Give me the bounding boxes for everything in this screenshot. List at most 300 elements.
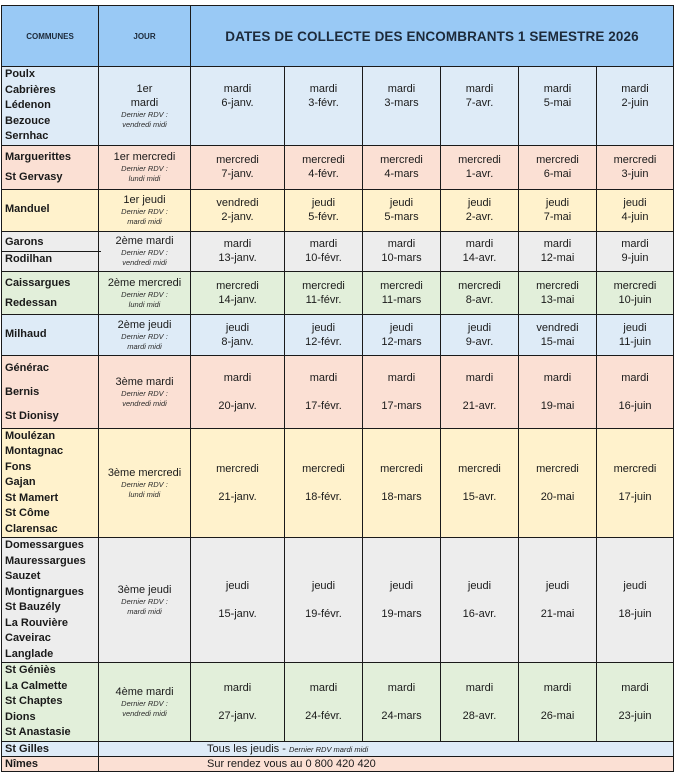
weekday: jeudi — [623, 197, 647, 209]
schedule-text: Sur rendez vous au 0 800 420 420 — [207, 757, 376, 770]
weekday: mardi — [465, 681, 494, 694]
collection-date-cell — [363, 314, 441, 355]
commune-name: St Dionisy — [5, 409, 59, 422]
weekday: mardi — [387, 371, 416, 384]
commune-name: Générac — [5, 361, 50, 374]
commune-name: Fons — [5, 460, 32, 473]
weekday: mardi — [543, 681, 572, 694]
weekday: mercredi — [216, 279, 259, 292]
collection-date-cell — [441, 314, 519, 355]
spacer — [441, 385, 518, 399]
collection-date-cell — [597, 145, 674, 189]
collection-date-cell — [285, 663, 363, 742]
weekday: jeudi — [311, 580, 336, 592]
spacer — [285, 385, 362, 399]
date: 4-juin — [621, 211, 649, 223]
date: 2-avr. — [465, 211, 494, 223]
collection-date-cell — [285, 271, 363, 314]
date: 26-mai — [540, 709, 575, 722]
collection-date-cell — [441, 428, 519, 538]
commune-name: Langlade — [5, 647, 54, 660]
date: 21-avr. — [462, 399, 497, 412]
weekday: mardi — [387, 83, 416, 95]
last-appointment-note: Dernier RDV mardi midi — [288, 744, 369, 754]
jour-cell — [99, 231, 191, 271]
date: 15-janv. — [218, 608, 257, 620]
weekday: mardi — [465, 371, 494, 384]
weekday: mercredi — [613, 462, 657, 475]
spacer — [363, 695, 440, 709]
date: 17-mars — [381, 399, 422, 412]
weekday: mercredi — [458, 462, 501, 475]
date: 4-févr. — [308, 168, 339, 180]
last-appointment-note: Dernier RDV : — [121, 109, 168, 119]
weekday: mercredi — [380, 462, 423, 475]
schedule-text: Tous les jeudis - — [207, 742, 289, 755]
commune-name: St Bauzély — [5, 601, 61, 613]
weekday: vendredi — [216, 197, 259, 209]
commune-name: Clarensac — [5, 522, 58, 535]
collection-date-cell — [519, 663, 597, 742]
collection-date-cell — [363, 189, 441, 231]
jour-label: 2ème mercredi — [107, 276, 182, 289]
date: 6-janv. — [221, 97, 254, 109]
weekday: mercredi — [216, 462, 259, 475]
jour-cell — [99, 538, 191, 663]
collection-date-cell — [363, 271, 441, 314]
commune-name: Bezouce — [5, 114, 51, 127]
spacer — [363, 385, 440, 399]
date: 7-mai — [543, 211, 572, 223]
spacer — [191, 385, 284, 399]
date: 16-avr. — [462, 608, 497, 620]
weekday: mercredi — [302, 154, 345, 166]
table-title: DATES DE COLLECTE DES ENCOMBRANTS 1 SEMESTRE 2026 — [191, 6, 674, 67]
date: 21-janv. — [218, 490, 257, 503]
date: 8-janv. — [221, 335, 254, 348]
weekday: mercredi — [613, 279, 657, 292]
commune-name: Lédenon — [5, 99, 51, 111]
collection-date-cell — [285, 428, 363, 538]
collection-date-cell — [363, 355, 441, 428]
jour-label-line2: mardi — [130, 96, 159, 109]
date: 27-janv. — [218, 709, 257, 722]
collection-date-cell — [519, 271, 597, 314]
collection-date-cell — [519, 355, 597, 428]
collection-date-cell — [519, 67, 597, 146]
last-appointment-note: Dernier RDV : — [121, 698, 168, 708]
date: 17-févr. — [305, 399, 342, 412]
date: 12-févr. — [305, 335, 342, 348]
date: 15-mai — [540, 335, 575, 348]
spacer — [285, 476, 362, 490]
commune-name: La Calmette — [5, 679, 68, 692]
weekday: mercredi — [380, 154, 423, 166]
collection-date-cell — [285, 231, 363, 271]
commune-name: St Côme — [5, 507, 50, 519]
weekday: vendredi — [536, 321, 579, 334]
weekday: mercredi — [536, 154, 579, 166]
weekday: mercredi — [302, 462, 345, 475]
collection-date-cell — [597, 67, 674, 146]
date: 23-juin — [618, 709, 652, 722]
collection-date-cell — [363, 145, 441, 189]
schedule-row — [2, 538, 674, 663]
collection-date-cell — [191, 355, 285, 428]
communes-cell — [2, 67, 99, 146]
jour-label: 3ème mercredi — [107, 466, 182, 479]
commune-name: Domessargues — [5, 539, 84, 551]
commune-name: Dions — [5, 710, 36, 723]
weekday: mercredi — [380, 279, 423, 292]
weekday: jeudi — [623, 321, 647, 334]
collection-date-cell — [519, 231, 597, 271]
spacer — [519, 593, 596, 607]
weekday: mercredi — [536, 279, 579, 292]
commune-name: Poulx — [5, 68, 35, 80]
collection-date-cell — [191, 67, 285, 146]
weekday: mardi — [223, 238, 252, 250]
collection-date-cell — [363, 538, 441, 663]
last-appointment-note: Dernier RDV : — [121, 597, 168, 606]
spacer — [191, 695, 284, 709]
last-appointment-note: lundi midi — [128, 174, 161, 183]
commune-name: St Géniès — [5, 664, 56, 676]
date: 3-mars — [384, 97, 419, 109]
collection-date-cell — [363, 663, 441, 742]
header-row — [2, 6, 674, 67]
commune-name: Nîmes — [2, 756, 99, 771]
date: 3-juin — [621, 168, 649, 180]
collection-date-cell — [191, 271, 285, 314]
communes-cell — [2, 189, 99, 231]
collection-date-cell — [597, 231, 674, 271]
date: 28-avr. — [462, 709, 497, 722]
spacer — [191, 593, 284, 607]
weekday: mardi — [309, 83, 338, 95]
schedule-row — [2, 663, 674, 742]
commune-name: Montignargues — [5, 585, 84, 598]
jour-label: 2ème jeudi — [117, 318, 172, 331]
date: 11-juin — [618, 335, 652, 348]
special-row — [2, 741, 674, 756]
last-appointment-note: Dernier RDV : — [121, 248, 168, 257]
commune-name: Caissargues — [5, 276, 71, 289]
commune-name: St Gilles — [2, 741, 99, 756]
collection-date-cell — [597, 663, 674, 742]
collection-date-cell — [191, 314, 285, 355]
date: 19-mai — [540, 399, 575, 412]
last-appointment-note: vendredi midi — [122, 398, 167, 408]
commune-name: Manduel — [5, 203, 50, 216]
weekday: jeudi — [623, 580, 647, 592]
commune-name: St Anastasie — [5, 726, 71, 738]
date: 6-mai — [543, 168, 572, 180]
collection-date-cell — [597, 538, 674, 663]
collection-date-cell — [441, 231, 519, 271]
weekday: jeudi — [467, 580, 492, 592]
schedule-row — [2, 231, 674, 271]
schedule-row — [2, 428, 674, 538]
collection-date-cell — [519, 538, 597, 663]
communes-cell — [2, 355, 99, 428]
communes-cell — [2, 271, 99, 314]
date: 21-mai — [540, 608, 575, 620]
weekday: mardi — [465, 238, 494, 250]
weekday: jeudi — [311, 197, 336, 209]
last-appointment-note: vendredi midi — [122, 258, 167, 267]
collection-date-cell — [191, 428, 285, 538]
date: 7-avr. — [465, 97, 494, 109]
weekday: mercredi — [302, 279, 345, 292]
last-appointment-note: lundi midi — [128, 299, 161, 309]
communes-cell — [2, 538, 99, 663]
collection-date-cell — [519, 314, 597, 355]
spacer — [441, 695, 518, 709]
weekday: mardi — [223, 371, 252, 384]
weekday: mercredi — [458, 154, 501, 166]
date: 16-juin — [618, 399, 652, 412]
commune-name: La Rouvière — [5, 616, 68, 629]
spacer — [285, 593, 362, 607]
date: 4-mars — [384, 168, 419, 180]
date: 18-juin — [618, 608, 652, 620]
collection-date-cell — [519, 145, 597, 189]
date: 10-mars — [381, 252, 422, 264]
spacer — [363, 593, 440, 607]
date: 19-févr. — [305, 608, 342, 620]
last-appointment-note: Dernier RDV : — [121, 331, 168, 341]
weekday: jeudi — [545, 580, 570, 592]
communes-cell — [2, 145, 99, 189]
collection-date-cell — [191, 538, 285, 663]
commune-name: Rodilhan — [2, 251, 101, 268]
last-appointment-note: Dernier RDV : — [121, 479, 168, 489]
collection-date-cell — [441, 538, 519, 663]
date: 2-juin — [621, 97, 649, 109]
commune-name: St Mamert — [5, 491, 59, 504]
last-appointment-note: mardi midi — [127, 217, 162, 226]
date: 20-mai — [540, 490, 575, 503]
commune-name: Cabrières — [5, 83, 56, 96]
special-row — [2, 756, 674, 771]
weekday: mardi — [543, 83, 572, 95]
date: 12-mai — [540, 252, 575, 264]
collection-date-cell — [191, 189, 285, 231]
collection-date-cell — [191, 231, 285, 271]
collection-date-cell — [597, 428, 674, 538]
weekday: mardi — [223, 681, 252, 694]
collection-date-cell — [441, 189, 519, 231]
weekday: mardi — [621, 371, 649, 384]
date: 2-janv. — [221, 211, 254, 223]
collection-date-cell — [441, 663, 519, 742]
jour-label: 4ème mardi — [115, 685, 174, 698]
weekday: mardi — [543, 371, 572, 384]
collection-date-cell — [285, 355, 363, 428]
jour-cell — [99, 67, 191, 146]
collection-date-cell — [597, 314, 674, 355]
weekday: mardi — [465, 83, 494, 95]
last-appointment-note: Dernier RDV : — [121, 388, 168, 398]
weekday: mardi — [309, 238, 338, 250]
collection-date-cell — [285, 189, 363, 231]
commune-name: Milhaud — [5, 327, 47, 340]
weekday: mardi — [309, 681, 338, 694]
date: 19-mars — [381, 608, 422, 620]
date: 1-avr. — [465, 168, 494, 180]
spacer — [597, 695, 673, 709]
collection-date-cell — [597, 189, 674, 231]
jour-label: 1er jeudi — [123, 194, 166, 206]
spacer — [441, 593, 518, 607]
date: 9-juin — [621, 252, 649, 264]
collection-date-cell — [441, 145, 519, 189]
collection-date-cell — [285, 67, 363, 146]
last-appointment-note: lundi midi — [128, 489, 161, 499]
last-appointment-note: mardi midi — [127, 607, 162, 616]
last-appointment-note: vendredi midi — [122, 708, 167, 718]
weekday: mardi — [621, 681, 649, 694]
spacer — [597, 476, 673, 490]
weekday: jeudi — [467, 197, 492, 209]
commune-name: Gajan — [5, 476, 36, 488]
jour-cell — [99, 145, 191, 189]
collection-schedule-table — [1, 5, 674, 772]
date: 20-janv. — [218, 399, 257, 412]
collection-date-cell — [441, 355, 519, 428]
jour-label: 3ème mardi — [115, 375, 174, 388]
date: 5-mars — [384, 211, 419, 223]
collection-date-cell — [597, 355, 674, 428]
collection-date-cell — [519, 189, 597, 231]
date: 14-janv. — [218, 293, 257, 306]
commune-name: St Chaptes — [5, 695, 63, 707]
commune-name: Caveirac — [5, 632, 51, 644]
weekday: mardi — [621, 238, 649, 250]
date: 24-mars — [381, 709, 422, 722]
date: 24-févr. — [305, 709, 342, 722]
spacer — [363, 476, 440, 490]
weekday: mardi — [387, 238, 416, 250]
collection-date-cell — [363, 67, 441, 146]
schedule-row — [2, 145, 674, 189]
date: 15-avr. — [462, 490, 497, 503]
jour-cell — [99, 428, 191, 538]
jour-label: 1er mercredi — [113, 151, 176, 163]
commune-name: Mauressargues — [5, 554, 86, 567]
spacer — [519, 476, 596, 490]
date: 11-mars — [381, 293, 422, 306]
commune-name: Moulézan — [5, 429, 56, 442]
jour-cell — [99, 314, 191, 355]
date: 11-févr. — [305, 293, 342, 306]
jour-header: JOUR — [99, 6, 191, 67]
weekday: mercredi — [613, 154, 657, 166]
date: 13-janv. — [218, 252, 257, 264]
jour-label: 2ème mardi — [115, 235, 174, 247]
spacer — [597, 385, 673, 399]
collection-date-cell — [363, 428, 441, 538]
jour-cell — [99, 355, 191, 428]
schedule-row — [2, 314, 674, 355]
collection-date-cell — [285, 314, 363, 355]
jour-cell — [99, 189, 191, 231]
weekday: mardi — [387, 681, 416, 694]
date: 12-mars — [381, 335, 422, 348]
weekday: mercredi — [536, 462, 579, 475]
last-appointment-note: mardi midi — [127, 341, 162, 351]
date: 10-juin — [618, 293, 652, 306]
jour-label: 3ème jeudi — [117, 584, 172, 596]
weekday: jeudi — [389, 197, 414, 209]
collection-date-cell — [363, 231, 441, 271]
weekday: jeudi — [311, 321, 336, 334]
weekday: jeudi — [389, 580, 414, 592]
last-appointment-note: Dernier RDV : — [121, 207, 168, 216]
communes-cell — [2, 663, 99, 742]
weekday: mardi — [543, 238, 572, 250]
spacer — [519, 695, 596, 709]
schedule-row — [2, 189, 674, 231]
commune-name: St Gervasy — [5, 171, 63, 183]
spacer — [285, 695, 362, 709]
collection-date-cell — [285, 145, 363, 189]
date: 7-janv. — [221, 168, 254, 180]
weekday: jeudi — [545, 197, 570, 209]
date: 8-avr. — [465, 293, 494, 306]
date: 18-févr. — [305, 490, 342, 503]
schedule-row — [2, 271, 674, 314]
commune-name: Redessan — [5, 296, 57, 309]
date: 17-juin — [618, 490, 652, 503]
weekday: mercredi — [458, 279, 501, 292]
collection-date-cell — [191, 663, 285, 742]
date: 13-mai — [540, 293, 575, 306]
weekday: mercredi — [216, 154, 259, 166]
schedule-row — [2, 355, 674, 428]
special-schedule-text — [99, 741, 674, 756]
date: 10-févr. — [305, 252, 342, 264]
collection-date-cell — [285, 538, 363, 663]
commune-name: Bernis — [5, 385, 40, 398]
communes-cell — [2, 231, 99, 271]
collection-date-cell — [441, 271, 519, 314]
schedule-row — [2, 67, 674, 146]
weekday: jeudi — [467, 321, 492, 334]
spacer — [441, 476, 518, 490]
last-appointment-note: vendredi midi — [122, 119, 167, 129]
communes-cell — [2, 428, 99, 538]
commune-name: Garons — [5, 236, 44, 248]
date: 14-avr. — [462, 252, 497, 264]
communes-cell — [2, 314, 99, 355]
spacer — [519, 385, 596, 399]
last-appointment-note: Dernier RDV : — [121, 289, 168, 299]
date: 5-févr. — [308, 211, 339, 223]
communes-header: COMMUNES — [2, 6, 99, 67]
collection-date-cell — [441, 67, 519, 146]
special-schedule-text — [99, 756, 674, 771]
weekday: mardi — [309, 371, 338, 384]
collection-date-cell — [519, 428, 597, 538]
jour-label: 1er — [136, 82, 153, 95]
commune-name: Sauzet — [5, 570, 41, 582]
commune-name: Sernhac — [5, 130, 49, 142]
jour-cell — [99, 271, 191, 314]
weekday: mardi — [621, 83, 649, 95]
spacer — [597, 593, 673, 607]
